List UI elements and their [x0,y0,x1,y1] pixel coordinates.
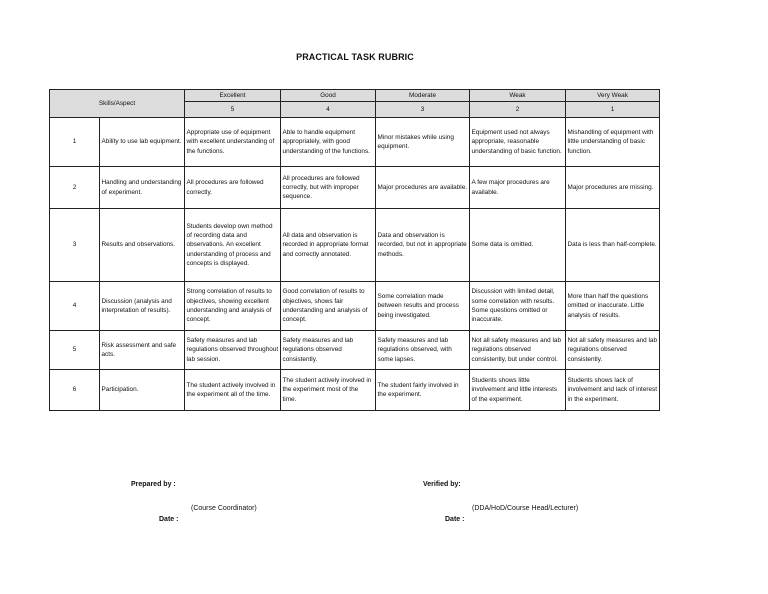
criteria-cell: Students shows little involvement and little interests of the experiment. [470,370,566,411]
score-header-very-weak: 1 [566,102,660,118]
criteria-cell: All data and observation is recorded in appropriate format and correctly annotated. [281,209,376,282]
date-label-right: Date : [445,516,465,523]
criteria-cell: Some correlation made between results and process being investigated. [376,282,470,331]
coordinator-label: (Course Coordinator) [191,505,257,512]
row-number: 5 [50,331,100,370]
criteria-cell: Good correlation of results to objectives, shows fair understanding and analysis of concept. [281,282,376,331]
table-row [50,118,660,167]
table-row [50,331,660,370]
date-label-left: Date : [159,516,179,523]
skill-cell: Results and observations. [100,209,185,282]
row-number: 4 [50,282,100,331]
level-header-very-weak: Very Weak [566,90,660,102]
criteria-cell: Safety measures and lab regulations observed, with some lapses. [376,331,470,370]
criteria-cell: Major procedures are available. [376,167,470,209]
rubric-table [49,89,660,411]
skill-cell: Handling and understanding of experiment. [100,167,185,209]
criteria-cell: Equipment used not always appropriate, reasonable understanding of basic function. [470,118,566,167]
score-header-good: 4 [281,102,376,118]
table-row [50,209,660,282]
verified-by-label: Verified by: [423,481,461,488]
skill-cell: Ability to use lab equipment. [100,118,185,167]
criteria-cell: The student fairly involved in the experiment. [376,370,470,411]
level-header-weak: Weak [470,90,566,102]
criteria-cell: Safety measures and lab regulations observed consistently. [281,331,376,370]
criteria-cell: Not all safety measures and lab regulations observed consistently, but under control. [470,331,566,370]
criteria-cell: Able to handle equipment appropriately, with good understanding of the functions. [281,118,376,167]
table-row [50,282,660,331]
level-header-moderate: Moderate [376,90,470,102]
criteria-cell: Some data is omitted. [470,209,566,282]
criteria-cell: The student actively involved in the experiment all of the time. [185,370,281,411]
criteria-cell: Minor mistakes while using equipment. [376,118,470,167]
row-number: 2 [50,167,100,209]
score-header-excellent: 5 [185,102,281,118]
score-header-weak: 2 [470,102,566,118]
criteria-cell: Data and observation is recorded, but not in appropriate methods. [376,209,470,282]
criteria-cell: Students develop own method of recording data and observations. An excellent understanding of process and concepts is displayed. [185,209,281,282]
criteria-cell: Discussion with limited detail, some correlation with results. Some questions omitted or inaccurate. [470,282,566,331]
criteria-cell: Safety measures and lab regulations observed throughout lab session. [185,331,281,370]
table-row [50,167,660,209]
criteria-cell: All procedures are followed correctly. [185,167,281,209]
row-number: 1 [50,118,100,167]
criteria-cell: Appropriate use of equipment with excellent understanding of the functions. [185,118,281,167]
criteria-cell: Students shows lack of involvement and lack of interest in the experiment. [566,370,660,411]
criteria-cell: Data is less than half-complete. [566,209,660,282]
table-row [50,370,660,411]
verifier-role-label: (DDA/HoD/Course Head/Lecturer) [472,505,579,512]
row-number: 3 [50,209,100,282]
skill-cell: Risk assessment and safe acts. [100,331,185,370]
criteria-cell: More than half the questions omitted or inaccurate. Little analysis of results. [566,282,660,331]
criteria-cell: Major procedures are missing. [566,167,660,209]
skill-cell: Participation. [100,370,185,411]
criteria-cell: Strong correlation of results to objectives, showing excellent understanding and analysis of concept. [185,282,281,331]
level-header-excellent: Excellent [185,90,281,102]
criteria-cell: A few major procedures are available. [470,167,566,209]
criteria-cell: The student actively involved in the experiment most of the time. [281,370,376,411]
criteria-cell: All procedures are followed correctly, but with improper sequence. [281,167,376,209]
criteria-cell: Not all safety measures and lab regulations observed consistently. [566,331,660,370]
score-header-moderate: 3 [376,102,470,118]
page-title: PRACTICAL TASK RUBRIC [296,52,414,62]
level-header-good: Good [281,90,376,102]
skills-aspect-header: Skills/Aspect [50,90,185,118]
prepared-by-label: Prepared by : [131,481,176,488]
row-number: 6 [50,370,100,411]
criteria-cell: Mishandling of equipment with little understanding of basic function. [566,118,660,167]
skill-cell: Discussion (analysis and interpretation of results). [100,282,185,331]
